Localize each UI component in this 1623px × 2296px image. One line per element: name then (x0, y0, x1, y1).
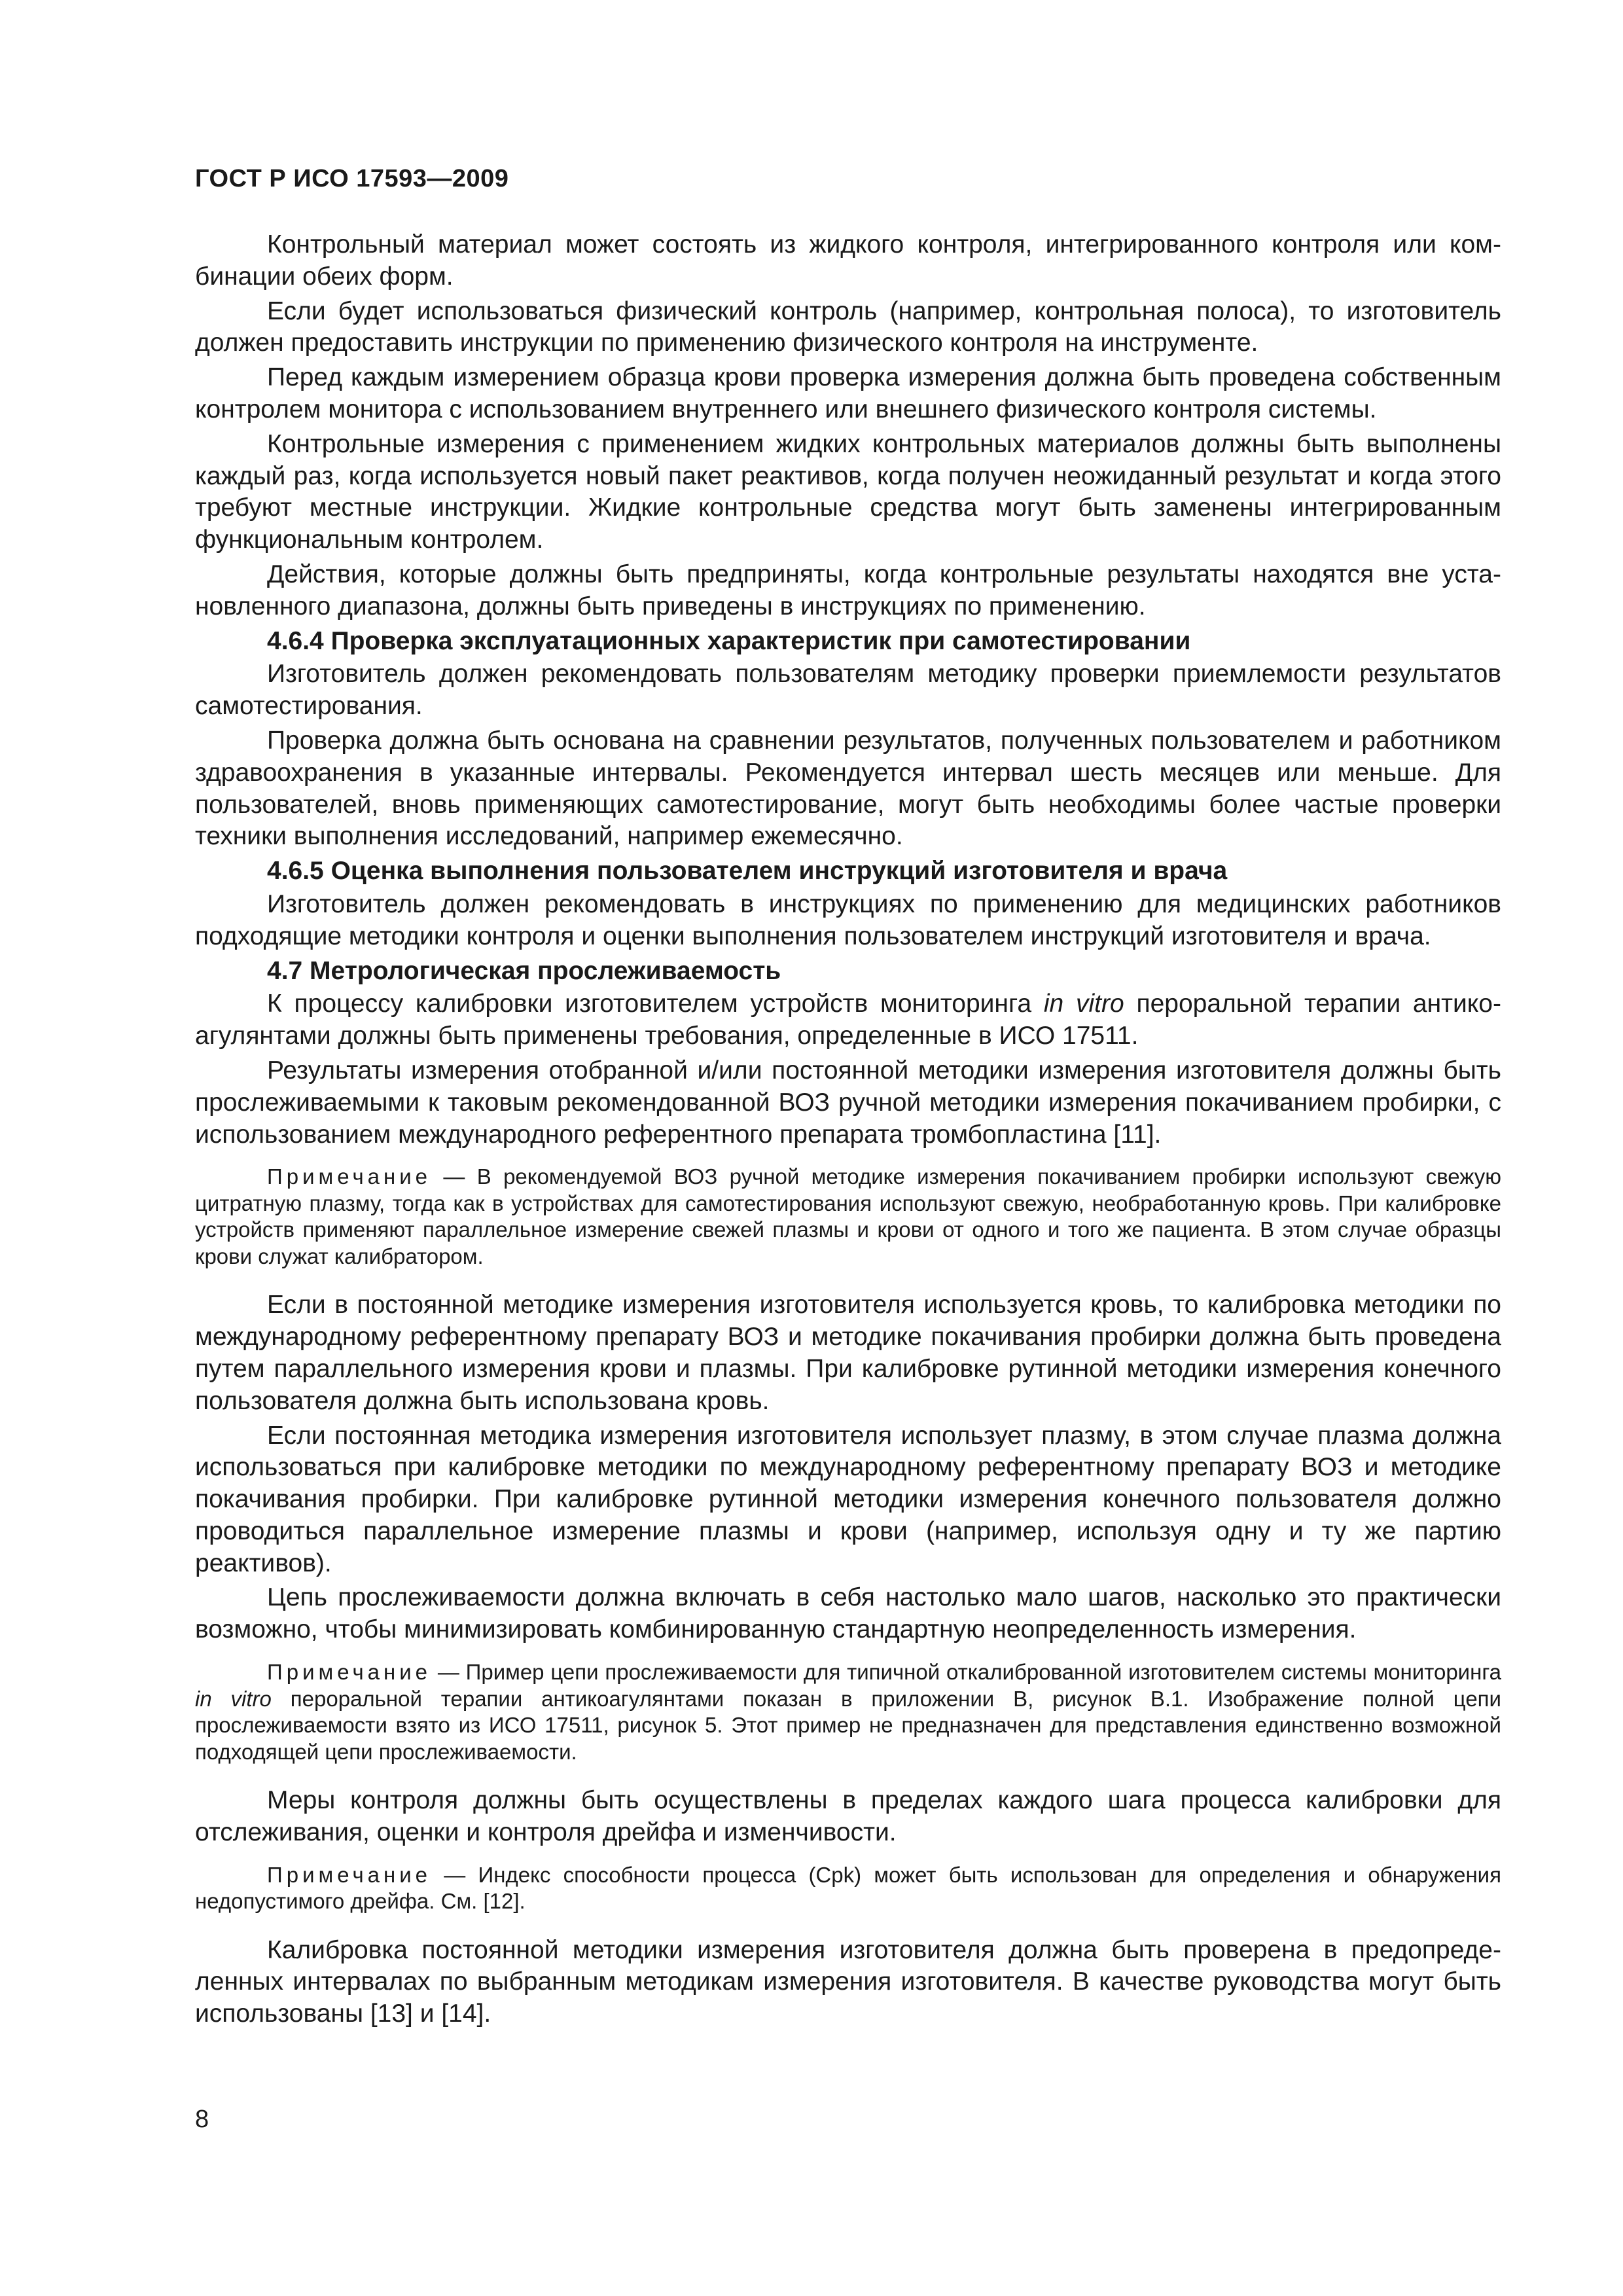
paragraph-calibration-verification: Калибровка постоянной методики измерения изготовителя должна быть проверена в предопределенных интервалах по выбранным методикам измерения изготовителя. В качестве руководства могут быть использованы [13] и [14]. (195, 1935, 1501, 2028)
note-label: Примечание (267, 1164, 432, 1189)
paragraph-liquid-control: Контрольные измерения с применением жидких контрольных материалов должны быть выполнены каждый раз, когда используется новый пакет реактивов, когда получен неожиданный результат и когда этого требуют местные инструкции. Жидкие контрольные средства могут быть заменены интегрированным функциональным контролем. (195, 429, 1501, 554)
paragraph-plasma-calibration: Если постоянная методика измерения изготовителя использует плазму, в этом случае плазма должна использоваться при калибровке методики по международному референтному препарату ВОЗ и методике покачивания пробирки. При калибровке рутинной методики измерения конечного пользователя должно проводиться параллельное измерение плазмы и крови (например, используя одну и ту же партию реактивов). (195, 1421, 1501, 1577)
paragraph-out-of-range-actions: Действия, которые должны быть предприняты, когда контрольные результаты находятся вне установленного диапазона, должны быть приведены в инструкциях по применению. (195, 560, 1501, 620)
paragraph-traceability-results: Результаты измерения отобранной и/или постоянной методики измерения изготовителя должны быть прослеживаемыми к таковым рекомендованной ВОЗ ручной методики измерения покачиванием пробирки, с использованием международного референтного препарата тромбопластина [11]. (195, 1056, 1501, 1149)
paragraph-traceability-chain: Цепь прослеживаемости должна включать в себя настолько мало шагов, насколько это практически возможно, чтобы минимизировать комбинированную стандартную неопределенность измерения. (195, 1583, 1501, 1644)
paragraph-blood-calibration: Если в постоянной методике измерения изготовителя используется кровь, то калибровка методики по международному референтному препарату ВОЗ и методике покачивания пробирки должна быть проведена путем параллельного измерения крови и плазмы. При калибровке рутинной методики измерения конечного пользователя должна быть использована кровь. (195, 1291, 1501, 1415)
note-traceability-example: Примечание — Пример цепи прослеживаемости для типичной откалиброванной изготовителем системы мониторинга in vitro пероральной терапии антикоагулянтами показан в приложении В, рисунок В.1. Изображение полной цепи прослеживаемости взято из ИСО 17511, рисунок 5. Этот пример не предназначен для представления единственно возможной подходящей цепи прослеживаемости. (195, 1660, 1501, 1764)
paragraph-control-material: Контрольный материал может состоять из жидкого контроля, интегрированного контроля или комбинации обеих форм. (195, 230, 1501, 291)
section-heading-4-6-4: 4.6.4 Проверка эксплуатационных характеристик при самотестировании (267, 626, 1191, 655)
document-page (195, 0, 1501, 2296)
document-header-title: ГОСТ Р ИСО 17593—2009 (195, 165, 509, 192)
paragraph-measurement-check: Перед каждым измерением образца крови проверка измерения должна быть проведена собственным контролем монитора с использованием внутреннего или внешнего физического контроля системы. (195, 363, 1501, 423)
section-heading-4-7: 4.7 Метрологическая прослеживаемость (267, 956, 781, 985)
paragraph-comparison-check: Проверка должна быть основана на сравнении результатов, полученных пользователем и работником здравоохранения в указанные интервалы. Рекомендуется интервал шесть месяцев или меньше. Для пользователей, вновь применяющих самотестирование, могут быть необходимы более частые проверки техники выполнения исследований, например ежемесячно. (195, 726, 1501, 851)
section-heading-4-6-5: 4.6.5 Оценка выполнения пользователем инструкций изготовителя и врача (267, 857, 1228, 886)
paragraph-control-measures: Меры контроля должны быть осуществлены в пределах каждого шага процесса калибровки для отслеживания, оценки и контроля дрейфа и изменчивости. (195, 1786, 1501, 1846)
note-process-capability: Примечание — Индекс способности процесса (Cpk) может быть использован для определения и обнаружения недопустимого дрейфа. См. [12]. (195, 1862, 1501, 1914)
paragraph-calibration-requirements: К процессу калибровки изготовителем устройств мониторинга in vitro пероральной терапии антикоагулянтами должны быть применены требования, определенные в ИСО 17511. (195, 990, 1501, 1050)
page-number: 8 (195, 2106, 209, 2133)
paragraph-instruction-evaluation: Изготовитель должен рекомендовать в инструкциях по применению для медицинских работников подходящие методики контроля и оценки выполнения пользователем инструкций изготовителя и врача. (195, 889, 1501, 950)
note-label: Примечание (267, 1660, 432, 1685)
paragraph-physical-control: Если будет использоваться физический контроль (например, контрольная полоса), то изготовитель должен предоставить инструкции по применению физического контроля на инструменте. (195, 296, 1501, 357)
note-who-method: Примечание — В рекомендуемой ВОЗ ручной методике измерения покачиванием пробирки используют свежую цитратную плазму, тогда как в устройствах для самотестирования используют свежую, необработанную кровь. При калибровке устройств применяют параллельное измерение свежей плазмы и крови от одного и того же пациента. В этом случае образцы крови служат калибратором. (195, 1164, 1501, 1268)
document-body (195, 229, 1501, 2033)
paragraph-self-testing-check: Изготовитель должен рекомендовать пользователям методику проверки приемлемости результатов самотестирования. (195, 660, 1501, 721)
note-label: Примечание (267, 1862, 432, 1887)
